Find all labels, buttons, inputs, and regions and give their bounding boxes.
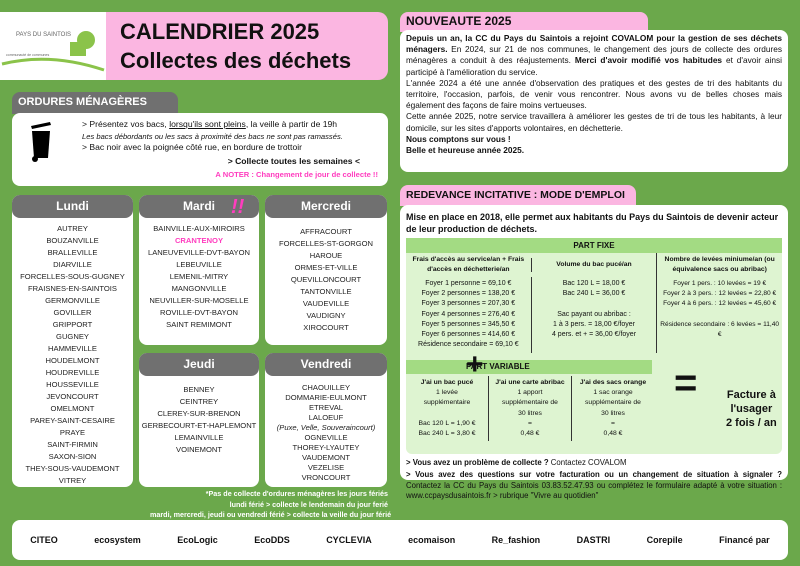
day-header: Mercredi (265, 195, 387, 218)
var-header: J'ai des sacs orange (579, 379, 647, 386)
title-line1: CALENDRIER 2025 (120, 19, 320, 44)
commune-item: PRAYE (59, 428, 86, 437)
day-header: Vendredi (265, 353, 387, 376)
nouveaute-b3: Nous comptons sur vous ! (406, 133, 511, 144)
day-vendredi (265, 353, 387, 487)
exclamation-icon: !! (231, 196, 245, 218)
partner-logo: EcoDDS (254, 535, 290, 545)
variable-value: 30 litres (601, 409, 625, 417)
commune-item: BOUZANVILLE (46, 236, 99, 245)
footnote-line: mardi, mercredi, jeudi ou vendredi férié > collecte la veille du jour férié (150, 510, 392, 519)
fixe-value: Foyer 6 personnes = 414,60 € (421, 331, 516, 339)
day-mardi (139, 195, 259, 345)
variable-value: = (528, 419, 532, 427)
commune-item: FRAISNES-EN-SAINTOIS (28, 284, 117, 293)
part-fixe-header: PART FIXE (406, 238, 782, 253)
commune-item: HOUSSEVILLE (46, 380, 99, 389)
ordures-line1: > Présentez vos bacs, lorsqu'ils sont pleins, la veille à partir de 19h (82, 119, 338, 129)
commune-item: GRIPPORT (52, 320, 93, 329)
contact-facturation: > Vous avez des questions sur votre facturation ou un changement de situation à signaler ? Contactez la CC du Pays du Saintois 03.83.52.47.93 ou complétez le formulaire adapté à votre situation : www.ccpaysdusaintois.fr > rubrique "Vivre au quotidien" (406, 470, 782, 500)
fixe-value: Résidence secondaire = 69,10 € (418, 341, 519, 349)
fixe-value: Foyer 2 à 3 pers. : 12 levées = 22,80 € (663, 290, 777, 298)
nouveaute-tab: NOUVEAUTE 2025 (400, 12, 648, 32)
day-jeudi (139, 353, 259, 487)
commune-item: THEY-SOUS-VAUDEMONT (25, 464, 120, 473)
partner-logo: CITEO (30, 535, 58, 545)
commune-item: BAINVILLE-AUX-MIROIRS (153, 224, 245, 233)
ordures-tab: ORDURES MÉNAGÈRES (12, 92, 178, 114)
variable-value: 0,48 € (603, 430, 623, 438)
commune-item: NEUVILLER-SUR-MOSELLE (149, 296, 249, 305)
commune-item: (Puxe, Velle, Souveraincourt) (276, 423, 376, 432)
day-mercredi (265, 195, 387, 345)
holiday-footnote (150, 489, 392, 521)
fixe-header: Frais d'accès au service/an + Frais d'accès en déchetterie/an (412, 255, 525, 273)
partner-logo: EcoLogic (177, 535, 218, 545)
trash-bin-icon (30, 122, 52, 162)
commune-item: BRALLEVILLE (47, 248, 98, 257)
day-header: Lundi (12, 195, 133, 218)
commune-item: GERMONVILLE (45, 296, 100, 305)
saintois-logo-icon (0, 12, 106, 80)
partner-logo: Re_fashion (491, 535, 541, 545)
commune-item: HOUDREVILLE (45, 368, 100, 377)
commune-item: TANTONVILLE (300, 287, 352, 296)
variable-value: 1 sac orange (593, 389, 633, 397)
commune-item: FORCELLES-ST-GORGON (278, 239, 374, 248)
facture-text: Facture à l'usager 2 fois / an (726, 389, 777, 429)
variable-value: supplémentaire de (502, 399, 558, 407)
commune-item: VEZELISE (307, 463, 345, 472)
var-header: J'ai un bac pucé (420, 379, 474, 386)
variable-value: Bac 120 L = 1,90 € (418, 419, 476, 427)
commune-item: HAMMEVILLE (48, 344, 97, 353)
commune-item: THOREY-LYAUTEY (292, 443, 360, 452)
commune-item: MANGONVILLE (171, 284, 227, 293)
commune-item: ORMES-ET-VILLE (294, 263, 358, 272)
partner-logo: CYCLEVIA (326, 535, 372, 545)
contact-collecte: > Vous avez un problème de collecte ? Contactez COVALOM (406, 458, 627, 467)
variable-value: 1 levée (436, 389, 458, 397)
variable-value: 30 litres (518, 409, 542, 417)
day-lundi (12, 195, 133, 487)
variable-value: supplémentaire de (585, 399, 641, 407)
commune-item: OGNEVILLE (304, 433, 348, 442)
nouveaute-p1: Depuis un an, la CC du Pays du Saintois a rejoint COVALOM pour la gestion de ses déchets ménagers. En 2024, sur 21 de nos communes, le changement des jours de collecte des ordures ménagères a conduit à des réajustements. Merci d'avoir modifié vos habitudes et d'avoir ainsi participé à l'amélioration du service. (406, 33, 782, 77)
commune-item: PAREY-SAINT-CESAIRE (30, 416, 115, 425)
commune-item: JEVONCOURT (46, 392, 99, 401)
fixe-value: Bac 240 L = 36,00 € (562, 290, 626, 298)
fixe-value: Foyer 1 pers. : 10 levées = 19 € (673, 280, 767, 287)
redevance-box (400, 205, 788, 500)
nouveaute-p2: L'année 2024 a été une année d'observation des pratiques et des gestes de tri des habitants du territoire, l'occasion, parfois, de venir vous rencontrer. Nous avons vu de belles choses mais également des façons de faire moins vertueuses. (406, 77, 782, 111)
redevance-tab: REDEVANCE INCITATIVE : MODE D'EMPLOI (400, 185, 636, 206)
commune-item: LANEUVEVILLE-DVT-BAYON (148, 248, 250, 257)
commune-item: VAUDEMONT (302, 453, 350, 462)
commune-item: HAROUE (309, 251, 343, 260)
variable-value: supplémentaire (423, 399, 471, 407)
commune-item: QUEVILLONCOURT (290, 275, 362, 284)
redevance-intro: Mise en place en 2018, elle permet aux habitants du Pays du Saintois de devenir acteur de leur production de déchets. (406, 212, 779, 234)
equals-icon: = (674, 361, 698, 405)
fixe-value: 4 pers. et + = 36,00 €/foyer (551, 331, 637, 339)
fixe-header: Volume du bac pucé/an (531, 258, 657, 272)
page-title (106, 12, 388, 80)
partner-logo: Corepile (646, 535, 683, 545)
commune-item: LALOEUF (308, 413, 344, 422)
fixe-value: 1 à 3 pers. = 18,00 €/foyer (553, 320, 635, 328)
commune-item: LEBEUVILLE (176, 260, 222, 269)
redevance-table (406, 238, 782, 454)
commune-item: FORCELLES-SOUS-GUGNEY (20, 272, 125, 281)
commune-item: HOUDELMONT (45, 356, 100, 365)
commune-item: AFFRACOURT (300, 227, 352, 236)
commune-item: VAUDEVILLE (302, 299, 350, 308)
day-header: Jeudi (139, 353, 259, 376)
fixe-value: Foyer 1 personne = 69,10 € (425, 280, 512, 287)
commune-item: LEMENIL-MITRY (169, 272, 229, 281)
fixe-value: Foyer 4 personnes = 276,40 € (421, 310, 516, 318)
commune-item: OMELMONT (50, 404, 95, 413)
commune-item: DOMMARIE-EULMONT (285, 393, 367, 402)
commune-item: XIROCOURT (303, 323, 349, 332)
partner-logo: ecosystem (94, 535, 141, 545)
ordures-box (12, 113, 388, 186)
commune-item: SAINT REMIMONT (166, 320, 232, 329)
variable-value: = (611, 419, 615, 427)
commune-item: DIARVILLE (53, 260, 92, 269)
ordures-note: A NOTER : Changement de jour de collecte !! (215, 170, 378, 179)
part-variable-header: PART VARIABLE (406, 360, 652, 374)
commune-item: CLEREY-SUR-BRENON (157, 409, 241, 418)
commune-item: ROVILLE-DVT-BAYON (160, 308, 238, 317)
commune-item: SAXON-SION (48, 452, 97, 461)
variable-value: Bac 240 L = 3,80 € (418, 430, 476, 438)
fixe-value: Foyer 3 personnes = 207,30 € (421, 300, 516, 308)
variable-value: 0,48 € (520, 430, 540, 438)
partner-logo: Financé par (719, 535, 770, 545)
commune-item: ETREVAL (308, 403, 344, 412)
partner-logos (12, 520, 788, 560)
var-header: J'ai une carte abribac (495, 379, 565, 386)
ordures-line3: > Bac noir avec la poignée côté rue, en bordure de trottoir (82, 142, 302, 152)
fixe-value (659, 310, 780, 320)
commune-item: VRONCOURT (301, 473, 351, 482)
logo-text: PAYS DU SAINTOIS (16, 32, 72, 38)
commune-item: GUGNEY (56, 332, 89, 341)
ordures-frequency: > Collecte toutes les semaines < (227, 155, 360, 166)
logo-subtext: communauté de communes (6, 53, 50, 57)
commune-item: CEINTREY (179, 397, 219, 406)
title-line2: Collectes des déchets (120, 48, 352, 73)
ordures-line2: Les bacs débordants ou les sacs à proximité des bacs ne sont pas ramassés. (82, 131, 343, 141)
commune-item: VITREY (58, 476, 87, 485)
nouveaute-b4: Belle et heureuse année 2025. (406, 145, 525, 156)
commune-item: BENNEY (183, 385, 215, 394)
fixe-value: Foyer 4 à 6 pers. : 12 levées = 45,60 € (663, 300, 777, 308)
footnote-line: lundi férié > collecte le lendemain du jour ferié (229, 499, 388, 509)
fixe-value (534, 299, 655, 309)
commune-item: VAUDIGNY (306, 311, 346, 320)
commune-item: SAINT-FIRMIN (47, 440, 98, 449)
fixe-value: Résidence secondaire : 6 levées = 11,40 € (660, 320, 780, 339)
commune-item: VOINEMONT (176, 445, 222, 454)
fixe-value: Bac 120 L = 18,00 € (562, 280, 626, 287)
commune-item: GOVILLER (53, 308, 92, 317)
footnote-line: *Pas de collecte d'ordures ménagères les jours fériés (205, 489, 388, 498)
partner-logo: DASTRI (576, 535, 611, 545)
saintois-logo (0, 12, 106, 80)
commune-item: CRANTENOY (174, 236, 224, 245)
commune-item: AUTREY (57, 224, 88, 233)
fixe-header: Nombre de levées miniume/an (ou équivalence sacs ou abribac) (656, 253, 782, 277)
commune-item: CHAOUILLEY (301, 383, 351, 392)
commune-item: LEMAINVILLE (174, 433, 224, 442)
day-header: Mardi (139, 195, 259, 218)
nouveaute-p3: Cette année 2025, notre service travaillera à améliorer les gestes de tri de tous les habitants, à leur domicile, sur les sites d'apports volontaires, en déchetterie. (406, 111, 782, 133)
commune-item: GERBECOURT-ET-HAPLEMONT (141, 421, 257, 430)
variable-value: 1 apport (517, 389, 543, 397)
nouveaute-box (400, 30, 788, 172)
fixe-value: Sac payant ou abribac : (557, 310, 631, 318)
fixe-value: Foyer 5 personnes = 345,50 € (421, 320, 516, 328)
partner-logo: ecomaison (408, 535, 456, 545)
variable-value (408, 409, 486, 419)
fixe-value: Foyer 2 personnes = 138,20 € (421, 290, 516, 298)
plus-icon: + (466, 348, 484, 381)
